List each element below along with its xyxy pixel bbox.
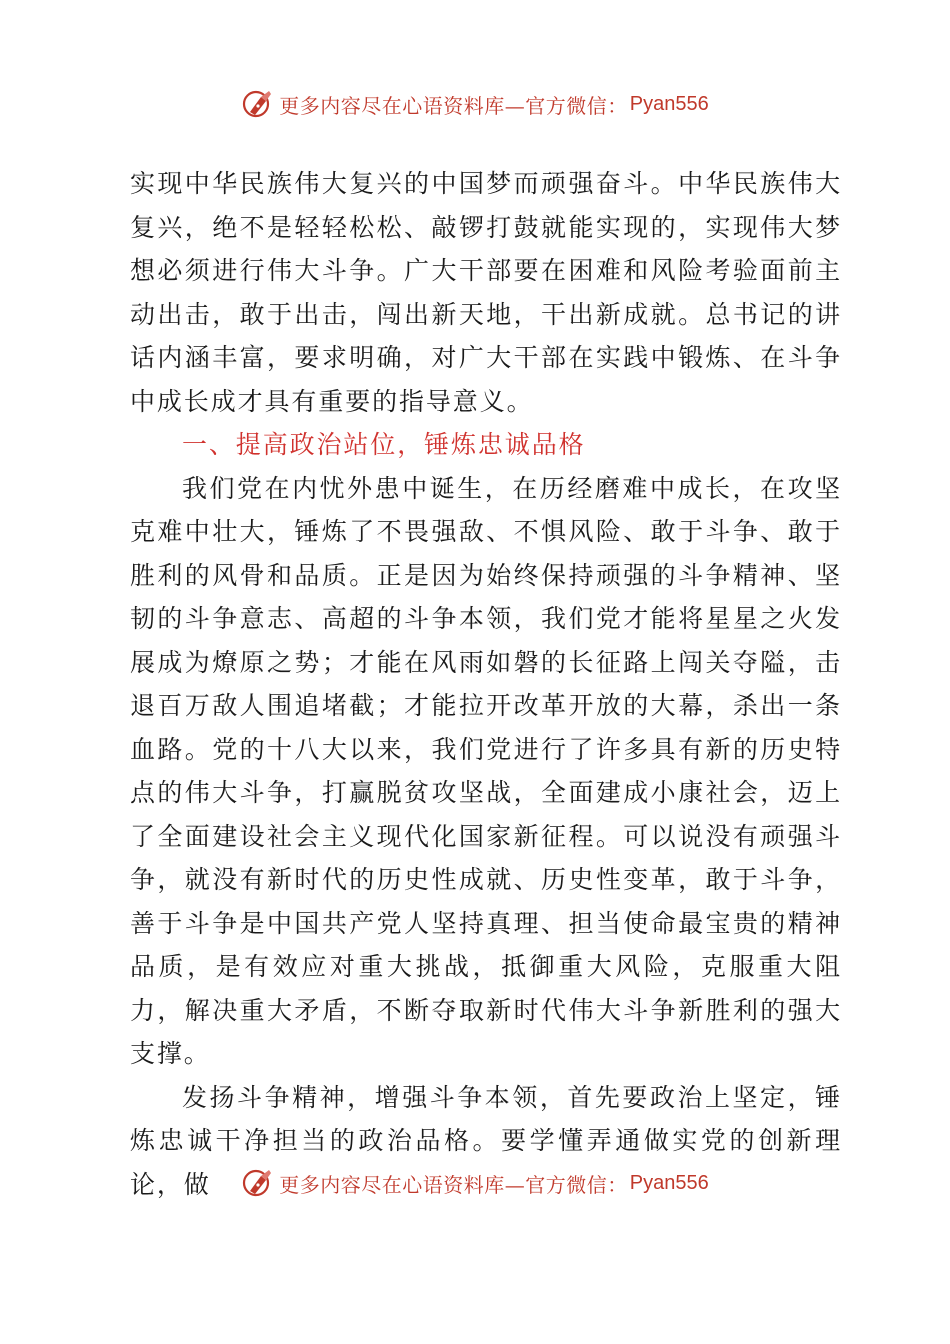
body-paragraph-1: 实现中华民族伟大复兴的中国梦而顽强奋斗。中华民族伟大复兴，绝不是轻轻松松、敲锣打鼓就能实现的，实现伟大梦想必须进行伟大斗争。广大干部要在困难和风险考验面前主动出击，敢于出击，闯出新天地，干出新成就。总书记的讲话内涵丰富，要求明确，对广大干部在实践中锻炼、在斗争中成长成才具有重要的指导意义。 bbox=[130, 169, 842, 416]
section-heading-1: 一、提高政治站位，锤炼忠诚品格 bbox=[182, 430, 586, 459]
footer-banner-text: 更多内容尽在心语资料库—官方微信： bbox=[279, 1172, 628, 1197]
body-paragraph-2: 我们党在内忧外患中诞生，在历经磨难中成长，在攻坚克难中壮大，锤炼了不畏强敌、不惧风险、敢于斗争、敢于胜利的风骨和品质。正是因为始终保持顽强的斗争精神、坚韧的斗争意志、高超的斗争本领，我们党才能将星星之火发展成为燎原之势；才能在风雨如磐的长征路上闯关夺隘，击退百万敌人围追堵截；才能拉开改革开放的大幕，杀出一条血路。党的十八大以来，我们党进行了许多具有新的历史特点的伟大斗争，打赢脱贫攻坚战，全面建成小康社会，迈上了全面建设社会主义现代化国家新征程。可以说没有顽强斗争，就没有新时代的历史性成就、历史性变革，敢于斗争，善于斗争是中国共产党人坚持真理、担当使命最宝贵的精神品质，是有效应对重大挑战，抵御重大风险，克服重大阻力，解决重大矛盾，不断夺取新时代伟大斗争新胜利的强大支撑。 bbox=[130, 473, 842, 1068]
pen-nib-logo-icon bbox=[241, 1166, 275, 1200]
header-banner-text: 更多内容尽在心语资料库—官方微信： bbox=[279, 93, 628, 118]
header-banner-wechat-id: Pyan556 bbox=[629, 92, 709, 115]
header-banner bbox=[0, 84, 950, 124]
footer-banner-wechat-id: Pyan556 bbox=[629, 1171, 709, 1194]
body-paragraph-3: 发扬斗争精神，增强斗争本领，首先要政治上坚定，锤炼忠诚干净担当的政治品格。要学懂弄通做实党的创新理论，做 bbox=[130, 1082, 842, 1199]
document-body bbox=[130, 162, 842, 1206]
pen-nib-logo-icon bbox=[241, 87, 275, 121]
footer-banner bbox=[0, 1163, 950, 1203]
